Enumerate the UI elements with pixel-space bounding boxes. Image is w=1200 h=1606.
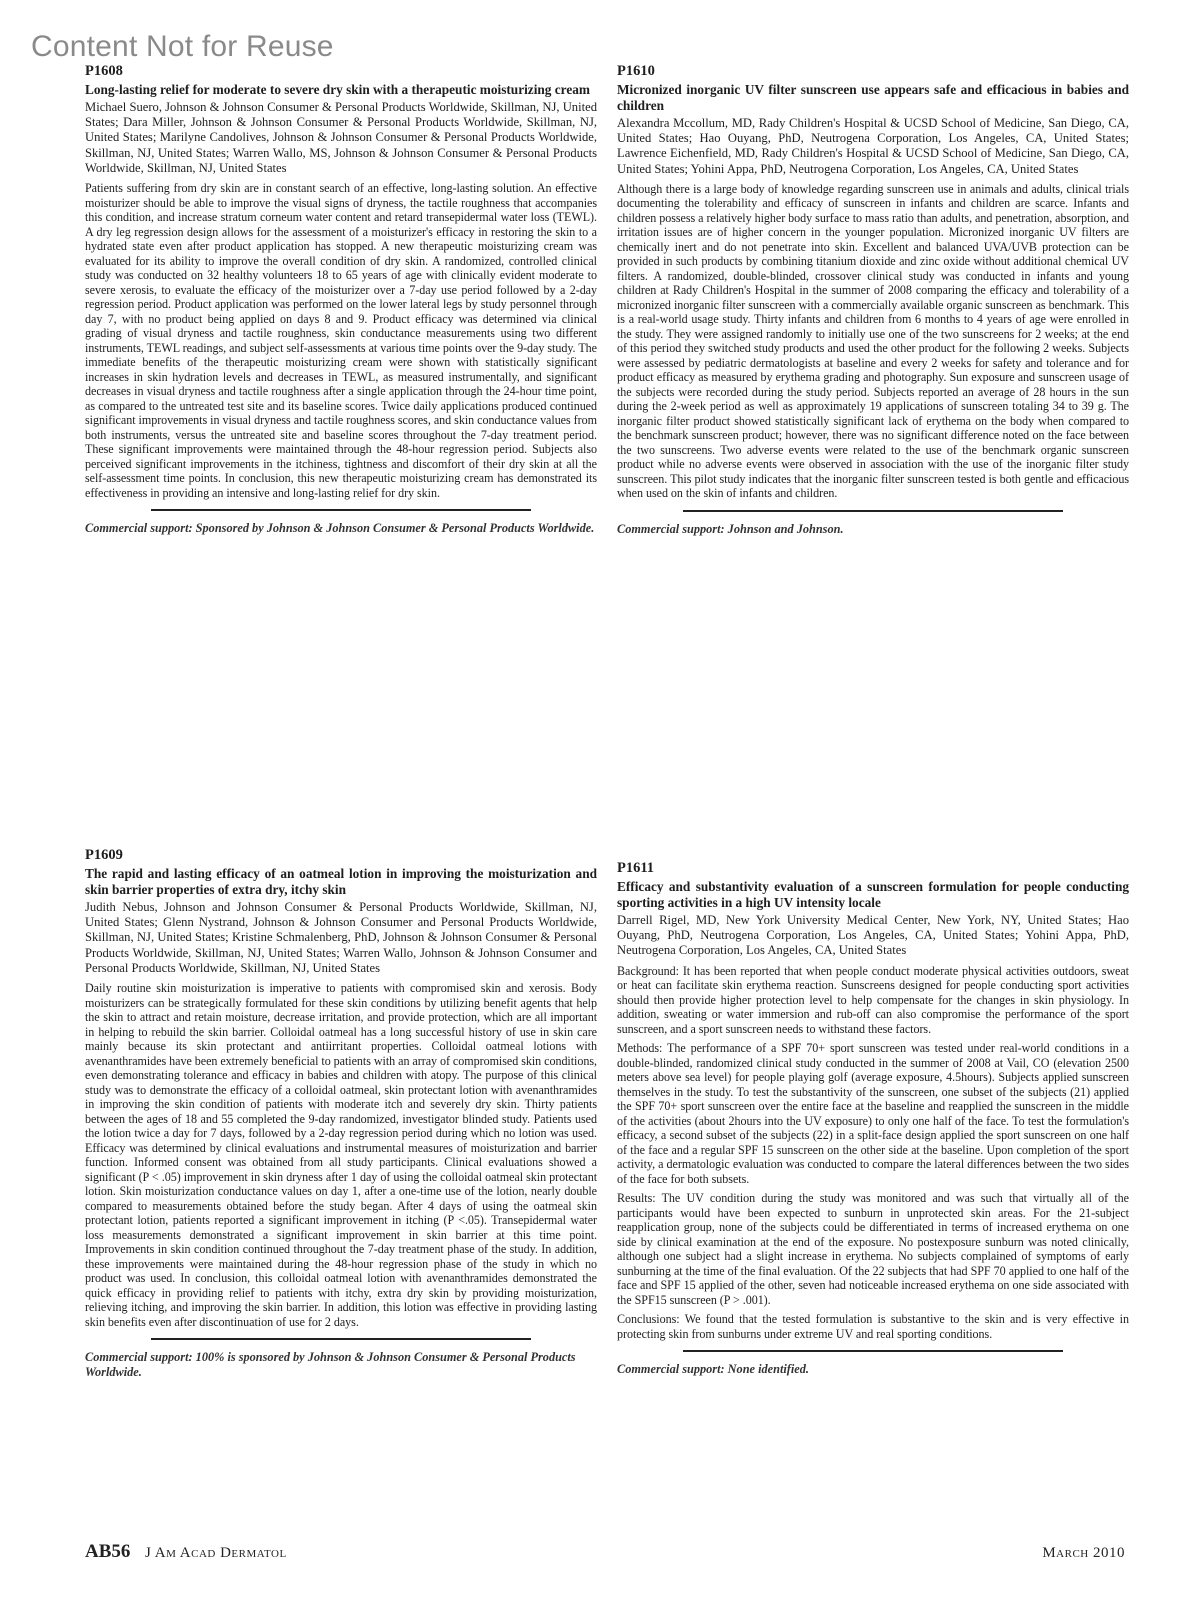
abstract-p1610 <box>617 63 1129 537</box>
abstract-number: P1608 <box>85 63 123 79</box>
watermark: Content Not for Reuse <box>31 30 334 63</box>
abstract-authors: Alexandra Mccollum, MD, Rady Children's Hospital & UCSD School of Medicine, San Diego, CA, United States; Hao Ouyang, PhD, Neutrogena Corporation, Los Angeles, CA, United States; Lawrence Eichenfield, MD, Rady Children's Hospital & UCSD School of Medicine, San Diego, CA, United States; Yohini Appa, PhD, Neutrogena Corporation, Los Angeles, CA, United States <box>617 116 1129 176</box>
abstract-number: P1611 <box>617 860 655 876</box>
abstract-paragraph: Although there is a large body of knowledge regarding sunscreen use in animals and adults, clinical trials documenting the tolerability and efficacy of sunscreen in infants and children are scarce. Infants and children possess a relatively higher body surface to mass ratio than adults, and penetration, absorption, and irritation issues are of higher concern in the younger population. Micronized inorganic UV filters are chemically inert and do not penetrate into skin. Excellent and balanced UVA/UVB protection can be provided in such products by combining titanium dioxide and zinc oxide without additional chemical UV filters. A randomized, double-blinded, crossover clinical study was conducted in infants and young children at Rady Children's Hospital in the summer of 2008 comparing the efficacy and tolerability of a micronized inorganic filter sunscreen with a commercially available organic sunscreen as benchmark. This is a real-world usage study. Thirty infants and children from 6 months to 4 years of age were enrolled in the study. They were assigned randomly to initially use one of the two sunscreens for 2 weeks; at the end of this period they switched study products and used the other product for the following 2 weeks. Subjects were assessed by pediatric dermatologists at baseline and every 2 weeks for safety and tolerance and for product efficacy as measured by erythema grading and photography. Sun exposure and sunscreen usage of the subjects were recorded during the study period. Subjects reported an average of 28 hours in the sun during the 2-week period as well as approximately 19 applications of sunscreen totaling 34 to 39 g. The inorganic filter product showed statistically significant lack of erythema on the body when compared to the benchmark sunscreen product; however, there was no significant difference noted on the face between the two sunscreens. Two adverse events were related to the use of the benchmark organic sunscreen product while no adverse events were observed in association with the use of the inorganic filter study sunscreen. This pilot study indicates that the inorganic filter sunscreen tested is both gentle and efficacious when used on the skin of infants and children. <box>617 181 1129 501</box>
page-number: AB56 <box>85 1541 131 1562</box>
abstract-p1611 <box>617 860 1129 1377</box>
abstract-body <box>617 964 1129 1342</box>
abstract-title: The rapid and lasting efficacy of an oatmeal lotion in improving the moisturization and skin barrier properties of extra dry, itchy skin <box>85 866 597 897</box>
abstract-title: Long-lasting relief for moderate to severe dry skin with a therapeutic moisturizing cream <box>85 82 590 97</box>
page-footer <box>85 1541 1125 1565</box>
abstract-number: P1609 <box>85 847 123 863</box>
abstract-title: Micronized inorganic UV filter sunscreen use appears safe and efficacious in babies and children <box>617 82 1129 113</box>
abstract-paragraph-methods: Methods: The performance of a SPF 70+ sport sunscreen was tested under real-world conditions in a double-blinded, randomized clinical study conducted in the summer of 2008 at Vail, CO (elevation 2500 meters above sea level) for people playing golf (average exposure, 4.5hours). Subjects applied sunscreen themselves in the study. To test the substantivity of the sunscreen, one subset of the subjects (21) applied the SPF 70+ sport sunscreen over the entire face at the baseline and reapplied the sunscreen in the middle of the activities (about 2hours into the UV exposure) to only one half of the face. To test the formulation's efficacy, a second subset of the subjects (22) in a split-face design applied the sport sunscreen on one half of the face and a regular SPF 15 sunscreen on the other side at the baseline. Upon completion of the sport activity, a dermatologic evaluation was conducted to compare the lateral differences between the two sides of the face for both subsets. <box>617 1041 1129 1186</box>
abstract-paragraph-background: Background: It has been reported that when people conduct moderate physical activities outdoors, sweat or heat can facilitate skin erythema reaction. Sunscreens designed for people conducting sport activities should then provide higher protection level to help compensate for the changes in skin physiology. In addition, sweating or water immersion and rub-off can also compromise the performance of the sport sunscreen, and a sport sunscreen needs to withstand these factors. <box>617 963 1129 1036</box>
separator-rule <box>683 510 1063 512</box>
abstract-body <box>85 981 597 1329</box>
abstract-p1609 <box>85 847 597 1380</box>
abstract-paragraph-conclusions: Conclusions: We found that the tested formulation is substantive to the skin and is very effective in protecting skin from sunburns under extreme UV and real sporting conditions. <box>617 1312 1129 1341</box>
abstract-body <box>85 181 597 500</box>
commercial-support: Commercial support: Sponsored by Johnson & Johnson Consumer & Personal Products Worldwide. <box>85 521 595 536</box>
abstract-authors: Michael Suero, Johnson & Johnson Consumer & Personal Products Worldwide, Skillman, NJ, United States; Dara Miller, Johnson & Johnson Consumer & Personal Products Worldwide, Skillman, NJ, United States; Marilyne Candolives, Johnson & Johnson Consumer & Personal Products Worldwide, Skillman, NJ, United States; Warren Wallo, MS, Johnson & Johnson Consumer & Personal Products Worldwide, Skillman, NJ, United States <box>85 100 597 175</box>
separator-rule <box>683 1350 1063 1352</box>
abstract-p1608 <box>85 63 597 536</box>
abstract-paragraph-results: Results: The UV condition during the study was monitored and was such that virtually all of the participants would have been expected to sunburn in unprotected skin areas. For the 21-subject reapplication group, none of the subjects could be differentiated in terms of increased erythema on one side by clinical examination at the end of the exposure. No postexposure sunburn was noted clinically, although one subject had a slight increase in erythema. No subjects complained of symptoms of early sunburning at the time of the final evaluation. Of the 22 subjects that had SPF 70 applied to one half of the face and SPF 15 applied of the other, seven had noticeable increased erythema on one side associated with the SPF15 sunscreen (P > .001). <box>617 1191 1129 1307</box>
commercial-support: Commercial support: 100% is sponsored by Johnson & Johnson Consumer & Personal Products Worldwide. <box>85 1350 576 1380</box>
abstract-paragraph: Patients suffering from dry skin are in constant search of an effective, long-lasting solution. An effective moisturizer should be able to improve the visual signs of dryness, the tactile roughness that accompanies this condition, and increase stratum corneum water content and retard transepidermal water loss (TEWL). A dry leg regression design allows for the assessment of a moisturizer's efficacy in restoring the skin to a hydrated state even after product application has stopped. A new therapeutic moisturizing cream was evaluated for its ability to improve the overall condition of dry skin. A randomized, controlled clinical study was conducted on 32 healthy volunteers 18 to 65 years of age with clinically evident moderate to severe xerosis, to evaluate the efficacy of the moisturizer over a 7-day use period followed by a 2-day regression period. Product application was performed on the lower lateral legs by study personnel through day 7, with no product being applied on days 8 and 9. Product efficacy was determined via clinical grading of visual dryness and tactile roughness, skin conductance measurements using two different instruments, TEWL readings, and subject self-assessments at various time points over the 9-day study. The immediate benefits of the therapeutic moisturizing cream were shown with statistically significant increases in skin hydration levels and decreases in TEWL, as measured instrumentally, and significant decreases in visual dryness and tactile roughness after a single application through the 24-hour time point, as compared to the untreated test site and its baseline scores. Twice daily applications produced continued significant improvements in visual dryness and tactile roughness scores, and skin conductance values from both instruments, versus the untreated site and baseline scores throughout the 7-day treatment period. These significant improvements were maintained through the 48-hour regression period. Subjects also perceived significant improvements in the itchiness, tightness and discomfort of their dry skin at all the self-assessment time points. In conclusion, this new therapeutic moisturizing cream has demonstrated its effectiveness in providing an intensive and long-lasting relief for dry skin. <box>85 181 597 500</box>
abstract-paragraph: Daily routine skin moisturization is imperative to patients with compromised skin and xerosis. Body moisturizers can be strategically formulated for these skin conditions by utilizing benefit agents that help the skin to attract and retain moisture, decrease irritation, and provide protection, which are all important in helping to rebuild the skin barrier. Colloidal oatmeal has a long successful history of use in skin care mainly because its skin protectant and antiirritant properties. Colloidal oatmeal lotions with avenanthramides have been extremely beneficial to patients with an array of compromised skin conditions, even demonstrating tolerance and efficacy in babies and children with atopy. The purpose of this clinical study was to demonstrate the efficacy of a colloidal oatmeal, skin protectant lotion with avenanthramides in improving the skin condition of patients with moderate itch and severely dry skin. Thirty patients between the ages of 18 and 55 completed the 9-day randomized, investigator blinded study. Patients used the lotion twice a day for 7 days, followed by a 2-day regression period during which no lotion was used. Efficacy was determined by clinical evaluations and instrumental measures of moisturization and barrier function. Informed consent was obtained from all study participants. Clinical evaluations showed a significant (P < .05) improvement in skin dryness after 1 day of using the colloidal oatmeal skin protectant lotion. Skin moisturization conductance values on day 1, after a one-time use of the lotion, nearly double compared to measurements obtained before the study began. After 4 days of using the oatmeal skin protectant lotion, patients reported a significant improvement in itching (P <.05). Transepidermal water loss measurements demonstrated a significant improvement in skin barrier at this time point. Improvements in skin condition continued throughout the 7-day treatment phase of the study. In addition, these improvements were maintained during the 48-hour regression phase of the study in which no product was used. In conclusion, this colloidal oatmeal lotion with avenanthramides demonstrated the quick efficacy in providing relief to patients with itchy, extra dry skin by providing moisturization, relieving itching, and improving the skin barrier. In addition, this lotion was effective in providing lasting skin benefits even after discontinuation of use for 2 days. <box>85 981 597 1329</box>
abstract-number: P1610 <box>617 63 655 79</box>
abstract-title: Efficacy and substantivity evaluation of a sunscreen formulation for people conducting sporting activities in a high UV intensity locale <box>617 879 1129 910</box>
journal-name: J Am Acad Dermatol <box>145 1545 287 1561</box>
separator-rule <box>151 509 531 511</box>
abstract-authors: Darrell Rigel, MD, New York University Medical Center, New York, NY, United States; Hao Ouyang, PhD, Neutrogena Corporation, Los Angeles, CA, United States; Yohini Appa, PhD, Neutrogena Corporation, Los Angeles, CA, United States <box>617 913 1129 958</box>
separator-rule <box>151 1338 531 1340</box>
commercial-support: Commercial support: Johnson and Johnson. <box>617 521 844 536</box>
abstract-body <box>617 182 1129 501</box>
commercial-support: Commercial support: None identified. <box>617 1362 809 1377</box>
abstract-authors: Judith Nebus, Johnson and Johnson Consumer & Personal Products Worldwide, Skillman, NJ, United States; Glenn Nystrand, Johnson & Johnson Consumer and Personal Products Worldwide, Skillman, NJ, United States; Kristine Schmalenberg, PhD, Johnson & Johnson Consumer & Personal Products Worldwide, Skillman, NJ, United States; Warren Wallo, Johnson & Johnson Consumer and Personal Products Worldwide, Skillman, NJ, United States <box>85 900 597 975</box>
issue-date: March 2010 <box>1042 1545 1125 1561</box>
